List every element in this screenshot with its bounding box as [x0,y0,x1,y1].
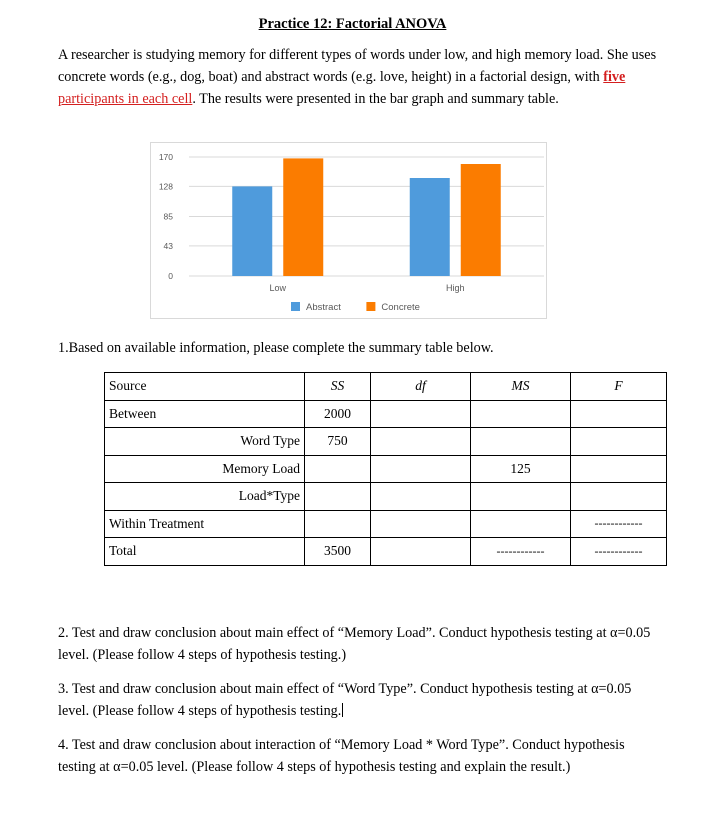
row-label-memory-load: Memory Load [105,455,305,483]
table-row-between [105,400,667,428]
row-label-between: Between [105,400,265,428]
cell-between-ms[interactable] [471,400,571,428]
header-ms: MS [471,373,571,401]
bar-chart-svg [151,143,546,318]
intro-text-2: . The results were presented in the bar graph and summary table. [192,91,559,108]
cell-load-type-f[interactable] [571,483,667,511]
row-label-total: Total [105,538,305,566]
header-df: df [371,373,471,401]
cell-total-ms: ------------ [471,538,571,566]
cell-memory-load-f[interactable] [571,455,667,483]
question-3 [58,678,658,722]
row-label-spacer [265,400,305,428]
y-tick-label: 43 [163,240,173,251]
legend-swatch-abstract [291,302,300,311]
cell-within-ss[interactable] [305,510,371,538]
cell-between-df[interactable] [371,400,471,428]
cell-memory-load-ms: 125 [471,455,571,483]
legend-label-concrete: Concrete [381,302,420,313]
bar-abstract-low [232,186,272,276]
header-source: Source [105,373,265,401]
row-label-word-type: Word Type [105,428,305,456]
y-tick-label: 85 [163,211,173,222]
cell-memory-load-df[interactable] [371,455,471,483]
cell-total-ss: 3500 [305,538,371,566]
table-header-row [105,373,667,401]
cell-between-f[interactable] [571,400,667,428]
intro-text-1: A researcher is studying memory for different types of words under low, and high memory load. She uses concrete words (e.g., dog, boat) and abstract words (e.g. love, height) in a factorial design, with [58,47,657,86]
cell-word-type-ss: 750 [305,428,371,456]
summary-table [104,372,667,566]
bar-chart [150,142,547,319]
table-row-load-type [105,483,667,511]
cell-total-f: ------------ [571,538,667,566]
table-row-within [105,510,667,538]
question-4: 4. Test and draw conclusion about interaction of “Memory Load * Word Type”. Conduct hypothesis testing at α=0.05 level. (Please follow 4 steps of hypothesis testing and explain the result.) [58,737,625,775]
table-row-memory-load [105,455,667,483]
cell-total-df[interactable] [371,538,471,566]
cell-within-ms[interactable] [471,510,571,538]
row-label-within: Within Treatment [105,510,305,538]
cell-word-type-ms[interactable] [471,428,571,456]
y-tick-label: 128 [158,181,173,192]
x-category-label: High [445,283,465,293]
header-f: F [571,373,667,401]
table-row-total [105,538,667,566]
y-tick-label: 170 [158,152,173,162]
questions-section [58,622,658,790]
intro-emphasis-bold: five [603,69,626,86]
cell-within-df[interactable] [371,510,471,538]
header-ss: SS [305,373,371,401]
table-row-word-type [105,428,667,456]
row-label-load-type: Load*Type [105,483,305,511]
cell-load-type-df[interactable] [371,483,471,511]
cell-load-type-ms[interactable] [471,483,571,511]
cell-within-f: ------------ [571,510,667,538]
bar-abstract-high [410,178,450,276]
bar-concrete-high [461,164,501,276]
question-3-text: 3. Test and draw conclusion about main effect of “Word Type”. Conduct hypothesis testing at α=0.05 level. (Please follow 4 steps of hypothesis testing. [58,681,632,719]
cell-load-type-ss[interactable] [305,483,371,511]
legend-swatch-concrete [366,302,375,311]
intro-paragraph [58,44,658,111]
x-category-label: Low [269,283,287,293]
question-2: 2. Test and draw conclusion about main effect of “Memory Load”. Conduct hypothesis testing at α=0.05 level. (Please follow 4 steps of hypothesis testing.) [58,625,651,663]
text-cursor [342,703,343,717]
cell-word-type-df[interactable] [371,428,471,456]
header-source-spacer [265,373,305,401]
legend-label-abstract: Abstract [306,302,341,313]
page-title: Practice 12: Factorial ANOVA [258,16,447,32]
question-1: 1.Based on available information, please complete the summary table below. [58,340,494,356]
cell-word-type-f[interactable] [571,428,667,456]
y-tick-label: 0 [168,271,173,281]
cell-between-ss: 2000 [305,400,371,428]
intro-emphasis-rest: participants in each cell [58,91,193,108]
cell-memory-load-ss[interactable] [305,455,371,483]
bar-concrete-low [283,158,323,276]
